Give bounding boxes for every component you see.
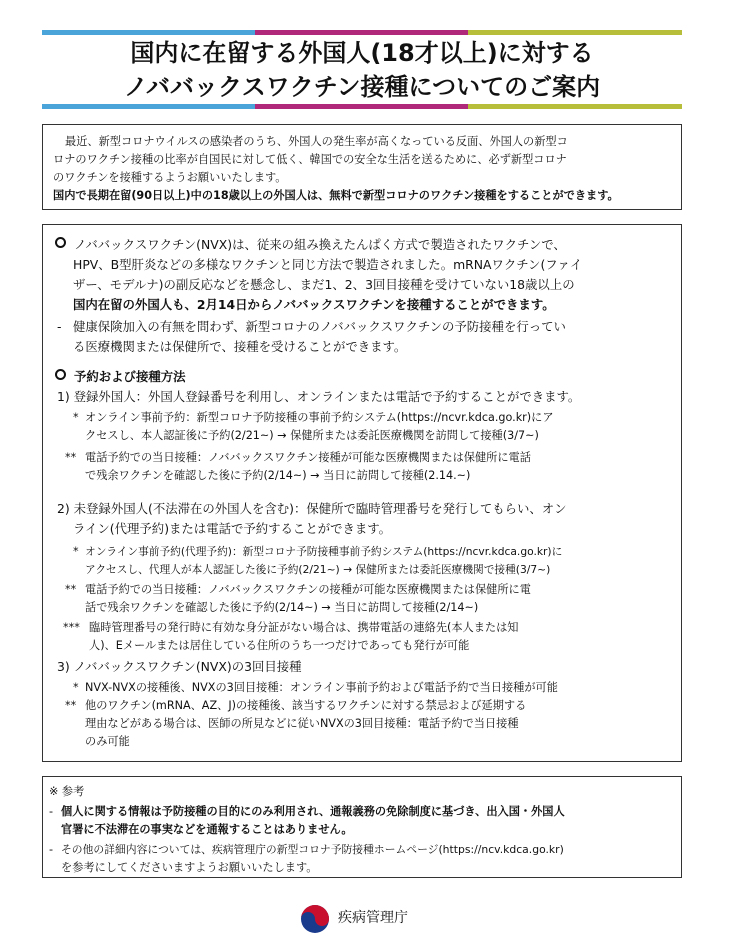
main-box xyxy=(42,224,682,762)
registered-b-line-1: 電話予約での当日接種：ノババックスワクチン接種が可能な医療機関または保健所に電話 xyxy=(85,451,531,464)
circle-bullet-icon xyxy=(55,237,66,248)
section-reservation-heading xyxy=(55,367,186,387)
unregistered-c-line-2: 人)、Eメールまたは居住している住所のうち一つだけであっても発行が可能 xyxy=(89,639,470,652)
footer xyxy=(300,902,430,936)
notes-a-line-2: 官署に不法滞在の事実などを通報することはありません。 xyxy=(61,823,353,836)
circle-bullet-icon xyxy=(55,369,66,380)
header-bar-top-magenta xyxy=(255,30,468,35)
section-nvx-line-2: HPV、B型肝炎などの多様なワクチンと同じ方法で製造されました。mRNAワクチン(ファイ xyxy=(73,257,583,272)
section-nvx-line-4: 国内在留の外国人も、2月14日からノババックスワクチンを接種することができます。 xyxy=(73,297,555,312)
unregistered-a-mark: * xyxy=(73,545,79,558)
intro-line-1: 最近、新型コロナウイルスの感染者のうち、外国人の発生率が高くなっている反面、外国人の新型コ xyxy=(65,135,568,148)
registered-a-line-2: クセスし、本人認証後に予約(2/21~) → 保健所または委託医療機関を訪問して接種(3/7~) xyxy=(85,429,539,442)
section-nvx-line-3: ザー、モデルナ)の副反応などを懸念し、まだ1、2、3回目接種を受けていない18歳以上の xyxy=(73,277,575,292)
third-a-line-1: NVX-NVXの接種後、NVXの3回目接種：オンライン事前予約および電話予約で当日接種が可能 xyxy=(85,681,558,694)
unregistered-foreigner-heading-1: 2) 未登録外国人(不法滞在の外国人を含む)：保健所で臨時管理番号を発行してもらい、オン xyxy=(57,501,567,516)
reservation-heading-text: 予約および接種方法 xyxy=(74,369,186,384)
nvx-dash-line-1: 健康保険加入の有無を問わず、新型コロナのノババックスワクチンの予防接種を行ってい xyxy=(73,319,566,334)
header-bar-bottom-olive xyxy=(468,104,682,109)
unregistered-c-line-1: 臨時管理番号の発行時に有効な身分証がない場合は、携帯電話の連絡先(本人または知 xyxy=(89,621,519,634)
third-b-line-2: 理由などがある場合は、医師の所見などに従いNVXの3回目接種：電話予約で当日接種 xyxy=(85,717,519,730)
notes-box xyxy=(42,776,682,878)
registered-a-line-1: オンライン事前予約：新型コロナ予防接種の事前予約システム(https://ncvr.kdca.go.kr)にア xyxy=(85,411,554,424)
nvx-third-dose-heading: 3) ノババックスワクチン(NVX)の3回目接種 xyxy=(57,659,302,674)
intro-line-3: のワクチンを接種するようお願いいたします。 xyxy=(53,171,287,184)
nvx-dash-mark: - xyxy=(57,319,62,334)
third-b-line-3: のみ可能 xyxy=(85,735,130,748)
notes-a-line-1: 個人に関する情報は予防接種の目的にのみ利用され、通報義務の免除制度に基づき、出入国・外国人 xyxy=(61,805,565,818)
header-bar-bottom-blue xyxy=(42,104,255,109)
registered-b-mark: ** xyxy=(65,451,77,464)
unregistered-a-line-1: オンライン事前予約(代理予約)：新型コロナ予防接種事前予約システム(https://ncvr.kdca.go.kr)に xyxy=(85,545,563,558)
unregistered-b-mark: ** xyxy=(65,583,77,596)
intro-box xyxy=(42,124,682,210)
registered-a-mark: * xyxy=(73,411,79,424)
notes-heading: ※ 参考 xyxy=(49,785,85,798)
unregistered-b-line-1: 電話予約での当日接種：ノババックスワクチンの接種が可能な医療機関または保健所に電 xyxy=(85,583,531,596)
intro-line-4: 国内で長期在留(90日以上)中の18歳以上の外国人は、無料で新型コロナのワクチン接種をすることができます。 xyxy=(53,189,619,202)
page-title-line-1: 国内に在留する外国人(18才以上)に対する xyxy=(130,39,594,67)
third-b-mark: ** xyxy=(65,699,77,712)
unregistered-foreigner-heading-2: ライン(代理予約)または電話で予約することができます。 xyxy=(73,521,392,536)
nvx-intro-text: ノババックスワクチン(NVX)は、従来の組み換えたんぱく方式で製造されたワクチンで、 xyxy=(74,237,566,252)
third-b-line-1: 他のワクチン(mRNA、AZ、J)の接種後、該当するワクチンに対する禁忌および延期する xyxy=(85,699,527,712)
unregistered-b-line-2: 話で残余ワクチンを確認した後に予約(2/14~) → 当日に訪問して接種(2/14~) xyxy=(85,601,479,614)
kdca-logo-icon xyxy=(300,904,330,934)
section-nvx-line-1 xyxy=(55,235,566,255)
unregistered-c-mark: *** xyxy=(63,621,80,634)
header-bar-bottom-magenta xyxy=(255,104,468,109)
notes-b-line-1: その他の詳細内容については、疾病管理庁の新型コロナ予防接種ホームページ(https://ncv.kdca.go.kr) xyxy=(61,843,564,856)
third-a-mark: * xyxy=(73,681,79,694)
header-bar-top-blue xyxy=(42,30,255,35)
header-bar-top-olive xyxy=(468,30,682,35)
notes-a-mark: - xyxy=(49,805,54,818)
registered-foreigner-heading: 1) 登録外国人：外国人登録番号を利用し、オンラインまたは電話で予約することができます。 xyxy=(57,389,581,404)
page-title-line-2: ノババックスワクチン接種についてのご案内 xyxy=(123,73,601,101)
notes-b-line-2: を参考にしてくださいますようお願いいたします。 xyxy=(61,861,318,874)
unregistered-a-line-2: アクセスし、代理人が本人認証した後に予約(2/21~) → 保健所または委託医療機関で接種(3/7~) xyxy=(85,563,551,576)
nvx-dash-line-2: る医療機関または保健所で、接種を受けることができます。 xyxy=(73,339,407,354)
registered-b-line-2: で残余ワクチンを確認した後に予約(2/14~) → 当日に訪問して接種(2.14.~) xyxy=(85,469,471,482)
intro-line-2: ロナのワクチン接種の比率が自国民に対して低く、韓国での安全な生活を送るために、必ず新型コロナ xyxy=(53,153,567,166)
organization-name: 疾病管理庁 xyxy=(338,910,408,926)
notes-b-mark: - xyxy=(49,843,54,856)
